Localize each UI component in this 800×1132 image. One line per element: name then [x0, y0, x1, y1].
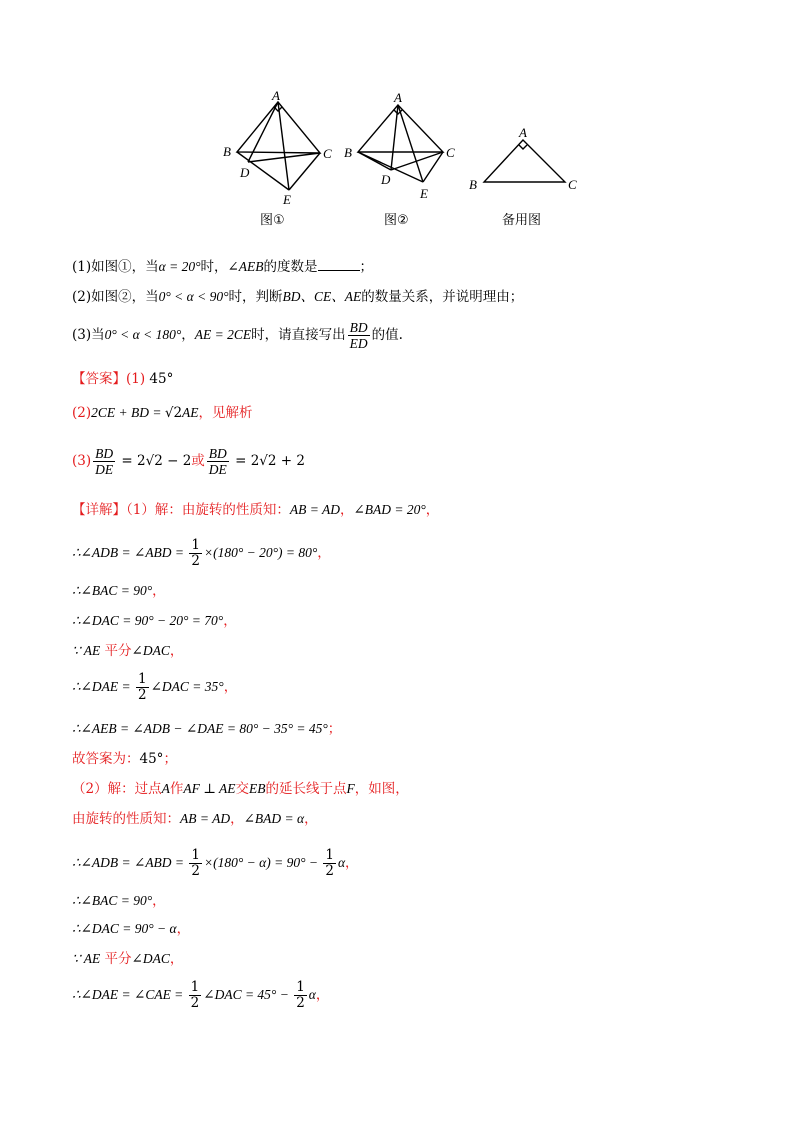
- fig2-label-B: B: [344, 145, 352, 160]
- solution-step-8: ∴∠ADB = ∠ABD = $\frac{1}{2}$ ×(180° − α) = 90° − $\frac{1}{2}$ α，: [72, 847, 359, 879]
- answer-line-1: 【答案】(1) 45°: [72, 371, 174, 387]
- fig3-label-A: A: [519, 125, 527, 140]
- question-1: (1)如图①，当α = 20°时，∠AEB的度数是 ；: [72, 259, 374, 275]
- fraction-half: $\frac{1}{2}$: [138, 671, 147, 703]
- solution-step-10: ∴∠DAC = 90° − α，: [72, 921, 191, 937]
- figure-2: [358, 105, 443, 182]
- figure-3: [484, 140, 565, 182]
- fig1-label-E: E: [283, 192, 291, 207]
- solution-step-6: ∴∠AEB = ∠ADB − ∠DAE = 80° − 35° = 45°；: [72, 721, 342, 737]
- question-2: (2)如图②，当0° < α < 90°时，判断BD、CE、AE的数量关系，并说明理由；: [72, 289, 524, 305]
- fraction-half: $\frac{1}{2}$: [191, 537, 201, 569]
- fig2-label-C: C: [446, 145, 455, 160]
- fig1-caption: 图①: [260, 213, 285, 228]
- solution-part-2: （2）解：过点A作AF ⊥ AE交EB的延长线于点F，如图，: [72, 781, 409, 797]
- solution-step-7: 故答案为：45°；: [72, 751, 177, 767]
- fig1-label-A: A: [272, 90, 280, 103]
- solution-intro: 【详解】（1）解：由旋转的性质知：AB = AD，∠BAD = 20°，: [72, 502, 440, 518]
- solution-step-2: ∴∠BAC = 90°，: [72, 583, 166, 599]
- fraction-half: $\frac{1}{2}$: [190, 979, 200, 1011]
- question-3: (3)当0° < α < 180°，AE = 2CE时，请直接写出 $\frac{BD}{ED}$ 的值.: [72, 320, 403, 351]
- fig2-label-D: D: [381, 172, 391, 187]
- fraction-bd-de-2: $\frac{BD}{DE}$: [208, 446, 227, 477]
- fraction-half: $\frac{1}{2}$: [191, 847, 201, 879]
- solution-step-9: ∴∠BAC = 90°，: [72, 893, 166, 909]
- solution-part-2-rotation: 由旋转的性质知：AB = AD，∠BAD = α，: [72, 811, 318, 827]
- fig1-label-C: C: [323, 146, 332, 161]
- fig2-label-E: E: [420, 186, 428, 201]
- solution-step-4: ∵ AE 平分∠DAC，: [72, 643, 184, 659]
- figure-1: [237, 102, 320, 190]
- fig2-caption: 图②: [384, 213, 409, 228]
- solution-step-12: ∴∠DAE = ∠CAE = $\frac{1}{2}$ ∠DAC = 45° − $\frac{1}{2}$ α，: [72, 979, 330, 1011]
- fraction-bd-ed: $\frac{BD}{ED}$: [349, 320, 368, 351]
- answer-line-3: (3) $\frac{BD}{DE}$ = 2√2 − 2或 $\frac{BD}{DE}$ = 2√2 + 2: [72, 446, 305, 477]
- answer-blank: [318, 258, 360, 271]
- fig3-caption: 备用图: [502, 213, 542, 228]
- fig3-label-C: C: [568, 177, 577, 192]
- solution-step-3: ∴∠DAC = 90° − 20° = 70°，: [72, 613, 237, 629]
- answer-line-2: (2)2CE + BD = √2AE，见解析: [72, 405, 253, 421]
- solution-step-5: ∴∠DAE = $\frac{1}{2}$ ∠DAC = 35°，: [72, 671, 238, 703]
- fig2-label-A: A: [394, 90, 402, 105]
- solution-step-11: ∵ AE 平分∠DAC，: [72, 951, 184, 967]
- fig1-label-D: D: [240, 165, 250, 180]
- solution-step-1: ∴∠ADB = ∠ABD = $\frac{1}{2}$ ×(180° − 20°) = 80°，: [72, 537, 331, 569]
- geometry-figures: [210, 90, 590, 235]
- fig1-label-B: B: [223, 144, 231, 159]
- fraction-bd-de-1: $\frac{BD}{DE}$: [95, 446, 114, 477]
- fraction-half: $\frac{1}{2}$: [325, 847, 334, 879]
- fraction-half: $\frac{1}{2}$: [296, 979, 305, 1011]
- fig3-label-B: B: [469, 177, 477, 192]
